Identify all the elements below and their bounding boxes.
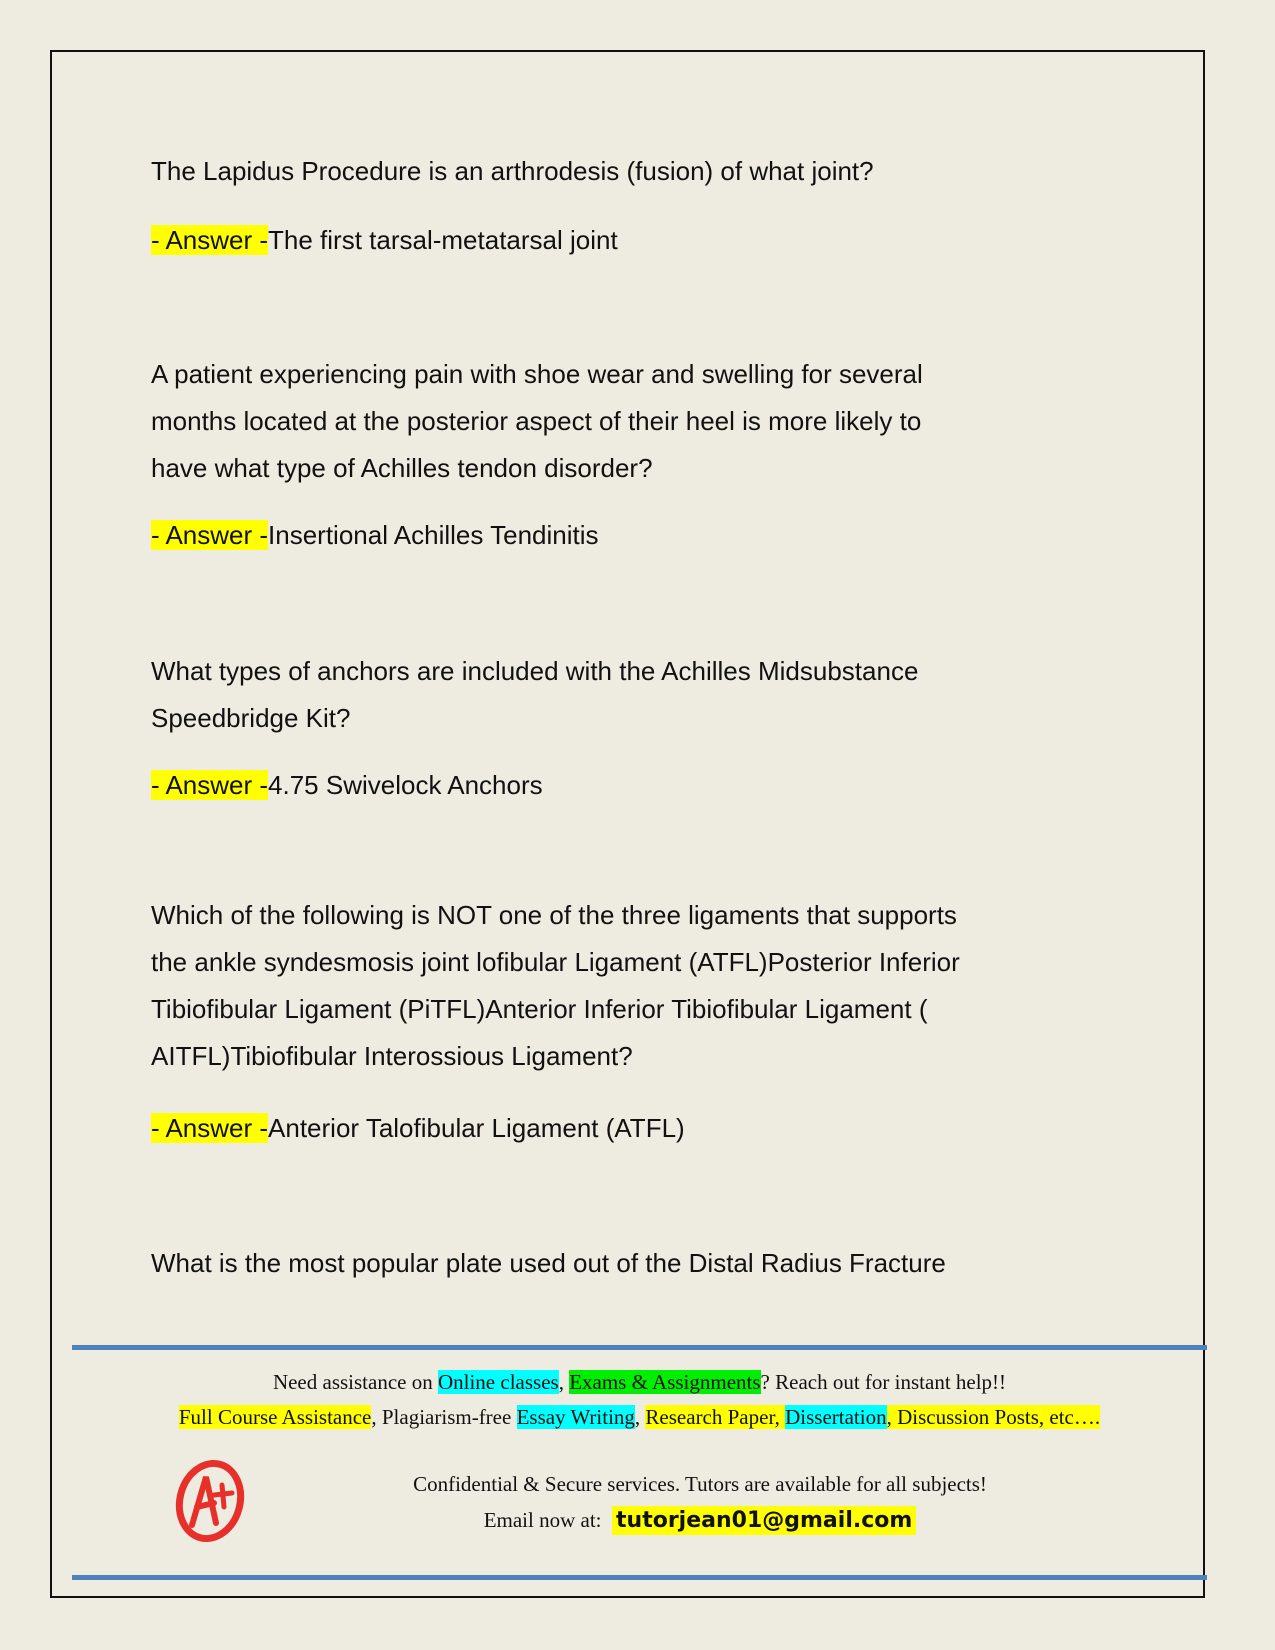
question-line: have what type of Achilles tendon disorder? xyxy=(151,453,653,483)
footer-highlight: Exams & Assignments xyxy=(569,1370,761,1394)
footer-text: , Plagiarism-free xyxy=(371,1405,517,1429)
footer-highlight: Essay Writing xyxy=(516,1405,635,1429)
footer-text: Need assistance on xyxy=(272,1370,438,1394)
answer-4 xyxy=(151,1111,685,1145)
footer-highlight: Full Course Assistance xyxy=(178,1405,372,1429)
footer-text: , xyxy=(558,1370,570,1394)
question-line: Tibiofibular Ligament (PiTFL)Anterior Inferior Tibiofibular Ligament ( xyxy=(151,994,928,1024)
answer-text: 4.75 Swivelock Anchors xyxy=(268,770,543,800)
answer-prefix: - Answer - xyxy=(151,225,269,255)
question-5 xyxy=(151,1240,1131,1287)
footer-line-1 xyxy=(72,1365,1207,1400)
footer-top-rule xyxy=(72,1345,1207,1350)
answer-prefix: - Answer - xyxy=(151,770,269,800)
question-line: the ankle syndesmosis joint lofibular Ligament (ATFL)Posterior Inferior xyxy=(151,947,960,977)
footer-bottom-rule xyxy=(72,1575,1207,1580)
question-line: What is the most popular plate used out of the Distal Radius Fracture xyxy=(151,1248,946,1278)
answer-prefix: - Answer - xyxy=(151,520,269,550)
footer-email-line xyxy=(250,1503,1150,1538)
footer-highlight: Research Paper, xyxy=(645,1405,786,1429)
footer-line-2 xyxy=(72,1400,1207,1435)
answer-prefix: - Answer - xyxy=(151,1113,269,1143)
footer-line-3: Confidential & Secure services. Tutors are available for all subjects! xyxy=(413,1472,987,1496)
answer-text: The first tarsal-metatarsal joint xyxy=(268,225,618,255)
answer-2 xyxy=(151,518,599,552)
footer-text: , xyxy=(634,1405,646,1429)
question-line: Speedbridge Kit? xyxy=(151,703,351,733)
footer-text: ? Reach out for instant help!! xyxy=(760,1370,1007,1394)
question-1 xyxy=(151,148,1131,195)
question-line: AITFL)Tibiofibular Interossious Ligament? xyxy=(151,1041,633,1071)
a-plus-logo-icon xyxy=(170,1455,250,1545)
footer-highlight: Dissertation xyxy=(785,1405,887,1429)
question-line: Which of the following is NOT one of the three ligaments that supports xyxy=(151,900,957,930)
question-line: The Lapidus Procedure is an arthrodesis (fusion) of what joint? xyxy=(151,156,874,186)
footer-highlight: , Discussion Posts, etc…. xyxy=(886,1405,1101,1429)
answer-3 xyxy=(151,768,543,802)
question-3 xyxy=(151,648,1131,742)
footer-highlight: Online classes xyxy=(437,1370,559,1394)
question-line: A patient experiencing pain with shoe wear and swelling for several xyxy=(151,359,923,389)
question-line: months located at the posterior aspect of their heel is more likely to xyxy=(151,406,922,436)
answer-1 xyxy=(151,223,618,257)
question-2 xyxy=(151,351,1131,492)
email-link[interactable]: tutorjean01@gmail.com xyxy=(612,1506,916,1535)
question-4 xyxy=(151,892,1131,1080)
question-line: What types of anchors are included with the Achilles Midsubstance xyxy=(151,656,919,686)
email-label: Email now at: xyxy=(483,1508,602,1532)
answer-text: Anterior Talofibular Ligament (ATFL) xyxy=(268,1113,685,1143)
answer-text: Insertional Achilles Tendinitis xyxy=(268,520,599,550)
